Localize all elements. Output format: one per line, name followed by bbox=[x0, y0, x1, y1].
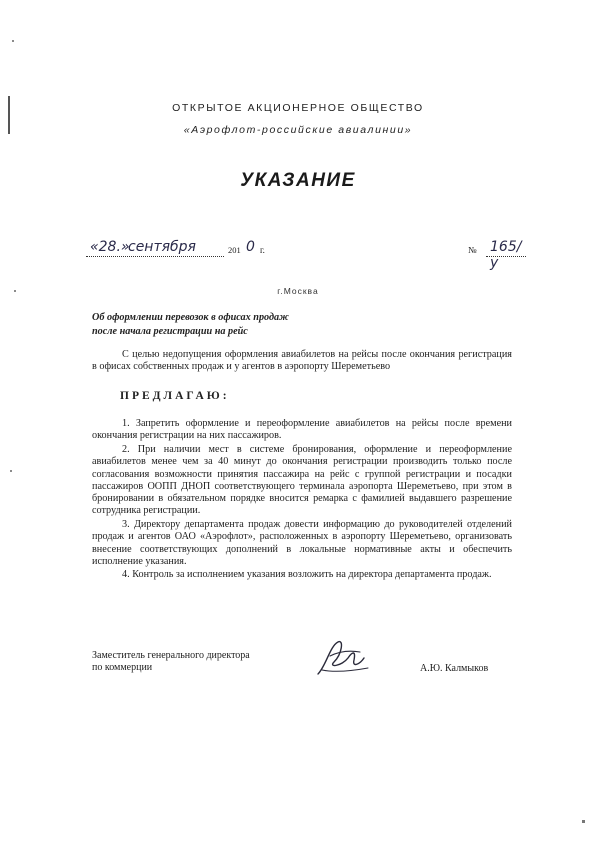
date-year-digit: 0 bbox=[246, 239, 255, 255]
date-month: сентября bbox=[128, 239, 196, 255]
order-item-2: 2. При наличии мест в системе бронирования, оформление и переоформление авиабилетов менее чем за 40 минут до окончания регистрации производить только после согласования возможности принятия пассажира на рейс с группой регистрации и посадки пассажиров ООПП ДНОП соответствующего терминала аэропорта Шереметьево, при этом в бронировании в обязательном порядке вносится ремарка с фамилией выдавшего разрешение сотрудника регистрации. bbox=[92, 444, 512, 517]
date-day: «28.» bbox=[90, 239, 130, 255]
signatory-title-line: по коммерции bbox=[92, 662, 153, 674]
organization-name: ОТКРЫТОЕ АКЦИОНЕРНОЕ ОБЩЕСТВО bbox=[172, 102, 424, 114]
document-subject bbox=[92, 311, 289, 339]
signatory-title bbox=[92, 650, 250, 675]
city: г.Москва bbox=[277, 286, 319, 296]
date-underline bbox=[86, 256, 224, 257]
subject-line: после начала регистрации на рейс bbox=[92, 326, 248, 337]
signatory-name: А.Ю. Калмыков bbox=[420, 663, 489, 674]
scan-speck bbox=[582, 820, 585, 823]
order-item-3: 3. Директору департамента продаж довести информацию до руководителей отделений продаж и агентов ОАО «Аэрофлот», расположенных в аэропорту Шереметьево, организовать внесение соответствующих дополнений в локальные нормативные акты и обеспечить исполнение указания. bbox=[92, 519, 512, 567]
date-number-row bbox=[86, 239, 526, 271]
handwritten-signature bbox=[312, 636, 372, 680]
date-year-prefix: 201 bbox=[228, 245, 241, 255]
signatory-title-line: Заместитель генерального директора bbox=[92, 650, 250, 661]
date-year-suffix: г. bbox=[260, 245, 265, 255]
number-label: № bbox=[468, 245, 477, 255]
number-underline bbox=[486, 256, 526, 257]
predlagayu-heading: ПРЕДЛАГАЮ: bbox=[120, 390, 230, 402]
subject-line: Об оформлении перевозок в офисах продаж bbox=[92, 312, 289, 323]
intro-paragraph: С целью недопущения оформления авиабилетов на рейсы после окончания регистрация в офисах собственных продаж и у агентов в аэропорту Шереметьево bbox=[92, 349, 512, 373]
scan-speck bbox=[12, 40, 14, 42]
document-number: 165/у bbox=[490, 239, 522, 271]
order-item-1: 1. Запретить оформление и переоформление авиабилетов на рейсы после времени окончания регистрации на них пассажиров. bbox=[92, 418, 512, 442]
scan-speck bbox=[10, 470, 12, 472]
order-item-4: 4. Контроль за исполнением указания возложить на директора департамента продаж. bbox=[122, 569, 492, 580]
document-title: УКАЗАНИЕ bbox=[240, 170, 356, 191]
organization-brand: «Аэрофлот-российские авиалинии» bbox=[183, 124, 413, 136]
